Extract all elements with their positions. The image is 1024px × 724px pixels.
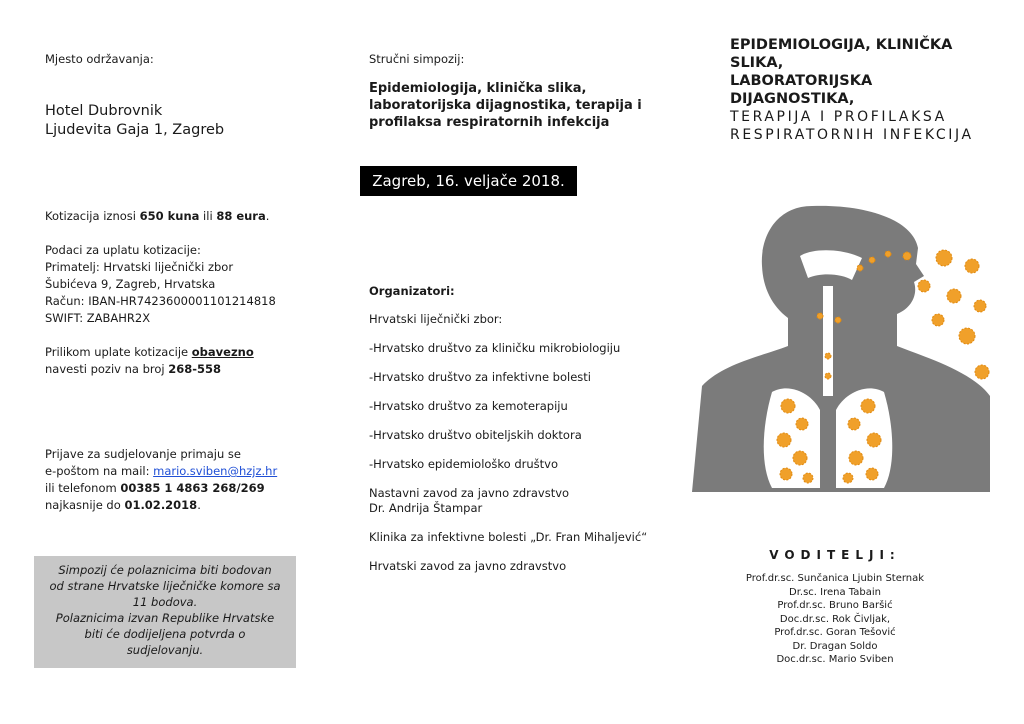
reg-line4: najkasnije do	[45, 498, 125, 512]
leaders-label: VODITELJI:	[769, 548, 901, 562]
virus-particle	[780, 468, 792, 480]
reg-line2: e-poštom na mail:	[45, 464, 154, 478]
credits-line: sudjelovanju.	[126, 643, 204, 657]
credits-line: 11 bodova.	[132, 595, 198, 609]
virus-particle	[848, 418, 860, 430]
virus-particle	[793, 451, 807, 465]
title-line: EPIDEMIOLOGIJA, KLINIČKA SLIKA,	[730, 37, 953, 71]
note-emphasis: obavezno	[191, 345, 254, 359]
credits-note-box	[34, 556, 296, 668]
virus-particle	[869, 257, 875, 263]
virus-particle	[866, 468, 878, 480]
virus-particle	[885, 251, 891, 257]
venue-label: Mjesto održavanja:	[45, 52, 154, 66]
virus-particle	[936, 250, 952, 266]
venue-address: Ljudevita Gaja 1, Zagreb	[45, 122, 225, 138]
title-line: RESPIRATORNIH INFEKCIJA	[730, 127, 974, 143]
registration-email-link[interactable]: mario.sviben@hzjz.hr	[153, 464, 278, 478]
registration-deadline: 01.02.2018	[124, 498, 198, 512]
fee-prefix: Kotizacija iznosi	[45, 209, 140, 223]
organizer-item: Hrvatski zavod za javno zdravstvo	[369, 559, 567, 573]
credits-line: biti će dodijeljena potvrda o	[84, 627, 246, 641]
virus-particle	[803, 473, 813, 483]
virus-particle	[867, 433, 881, 447]
respiratory-infection-illustration	[692, 196, 990, 492]
virus-particle	[843, 473, 853, 483]
payment-line: Šubićeva 9, Zagreb, Hrvatska	[45, 277, 216, 291]
reg-line1: Prijave za sudjelovanje primaju se	[45, 447, 241, 461]
virus-particle	[781, 399, 795, 413]
virus-particle	[975, 365, 989, 379]
virus-particle	[825, 373, 831, 379]
fee-suffix: .	[265, 209, 270, 223]
fee-mid: ili	[199, 209, 217, 223]
leaders-list	[700, 572, 970, 667]
virus-particle	[974, 300, 986, 312]
registration-phone: 00385 1 4863 268/269	[120, 481, 265, 495]
virus-particle	[777, 433, 791, 447]
organizer-item: -Hrvatsko društvo za infektivne bolesti	[369, 370, 591, 384]
virus-particle	[947, 289, 961, 303]
payment-line: Primatelj: Hrvatski liječnički zbor	[45, 260, 234, 274]
organizers-title: Organizatori:	[369, 284, 455, 298]
virus-particle	[857, 265, 863, 271]
virus-particle	[918, 280, 930, 292]
title-line: TERAPIJA I PROFILAKSA	[730, 109, 947, 125]
leader-name: Doc.dr.sc. Mario Sviben	[776, 654, 894, 665]
payment-reference: 268-558	[168, 362, 222, 376]
leader-name: Dr.sc. Irena Tabain	[789, 586, 881, 598]
payment-line: SWIFT: ZABAHR2X	[45, 311, 151, 325]
note-prefix: Prilikom uplate kotizacije	[45, 345, 192, 359]
fee-eur: 88 eura	[216, 209, 266, 223]
credits-line: od strane Hrvatske liječničke komore sa	[49, 579, 281, 593]
virus-particle	[903, 252, 911, 260]
leader-name: Prof.dr.sc. Bruno Baršić	[777, 600, 893, 611]
organizers-list	[369, 312, 669, 588]
payment-details	[45, 242, 276, 327]
leader-name: Prof.dr.sc. Goran Tešović	[774, 627, 896, 638]
symposium-title: Epidemiologija, klinička slika, laboratorijska dijagnostika, terapija i profilaksa respiratornih infekcija	[369, 81, 642, 130]
virus-particle	[825, 353, 831, 359]
event-date: Zagreb, 16. veljače 2018.	[360, 166, 577, 196]
organizer-item: -Hrvatsko društvo za kemoterapiju	[369, 399, 568, 413]
organizer-item: -Hrvatsko epidemiološko društvo	[369, 457, 559, 471]
venue-name: Hotel Dubrovnik	[45, 103, 163, 119]
main-title	[730, 36, 990, 144]
virus-particle	[796, 418, 808, 430]
organizer-item: Hrvatski liječnički zbor:	[369, 312, 503, 326]
credits-line: Polaznicima izvan Republike Hrvatske	[55, 611, 275, 625]
payment-note	[45, 344, 254, 378]
reg-line3: ili telefonom	[45, 481, 121, 495]
title-line: LABORATORIJSKA DIJAGNOSTIKA,	[730, 73, 873, 107]
venue-block	[45, 102, 224, 140]
credits-line: Simpozij će polaznicima biti bodovan	[58, 563, 272, 577]
symposium-label: Stručni simpozij:	[369, 52, 465, 66]
fee-line	[45, 208, 269, 225]
leader-name: Prof.dr.sc. Sunčanica Ljubin Sternak	[745, 573, 925, 584]
organizer-item: Klinika za infektivne bolesti „Dr. Fran Mihaljević“	[369, 530, 648, 544]
virus-particle	[835, 317, 841, 323]
organizer-item: -Hrvatsko društvo za kliničku mikrobiologiju	[369, 341, 621, 355]
virus-particle	[959, 328, 975, 344]
virus-particle	[861, 399, 875, 413]
note-line2: navesti poziv na broj	[45, 362, 169, 376]
registration-info	[45, 446, 277, 514]
virus-particle	[817, 313, 823, 319]
fee-kuna: 650 kuna	[139, 209, 200, 223]
virus-particle	[932, 314, 944, 326]
leader-name: Doc.dr.sc. Rok Čivljak,	[779, 613, 891, 625]
payment-line: Račun: IBAN-HR7423600001101214818	[45, 294, 276, 308]
payment-line: Podaci za uplatu kotizacije:	[45, 243, 201, 257]
organizer-item: Nastavni zavod za javno zdravstvo Dr. Andrija Štampar	[369, 486, 570, 515]
virus-particle	[849, 451, 863, 465]
reg-line4-suffix: .	[197, 498, 201, 512]
virus-particle	[965, 259, 979, 273]
leader-name: Dr. Dragan Soldo	[792, 640, 878, 652]
organizer-item: -Hrvatsko društvo obiteljskih doktora	[369, 428, 582, 442]
